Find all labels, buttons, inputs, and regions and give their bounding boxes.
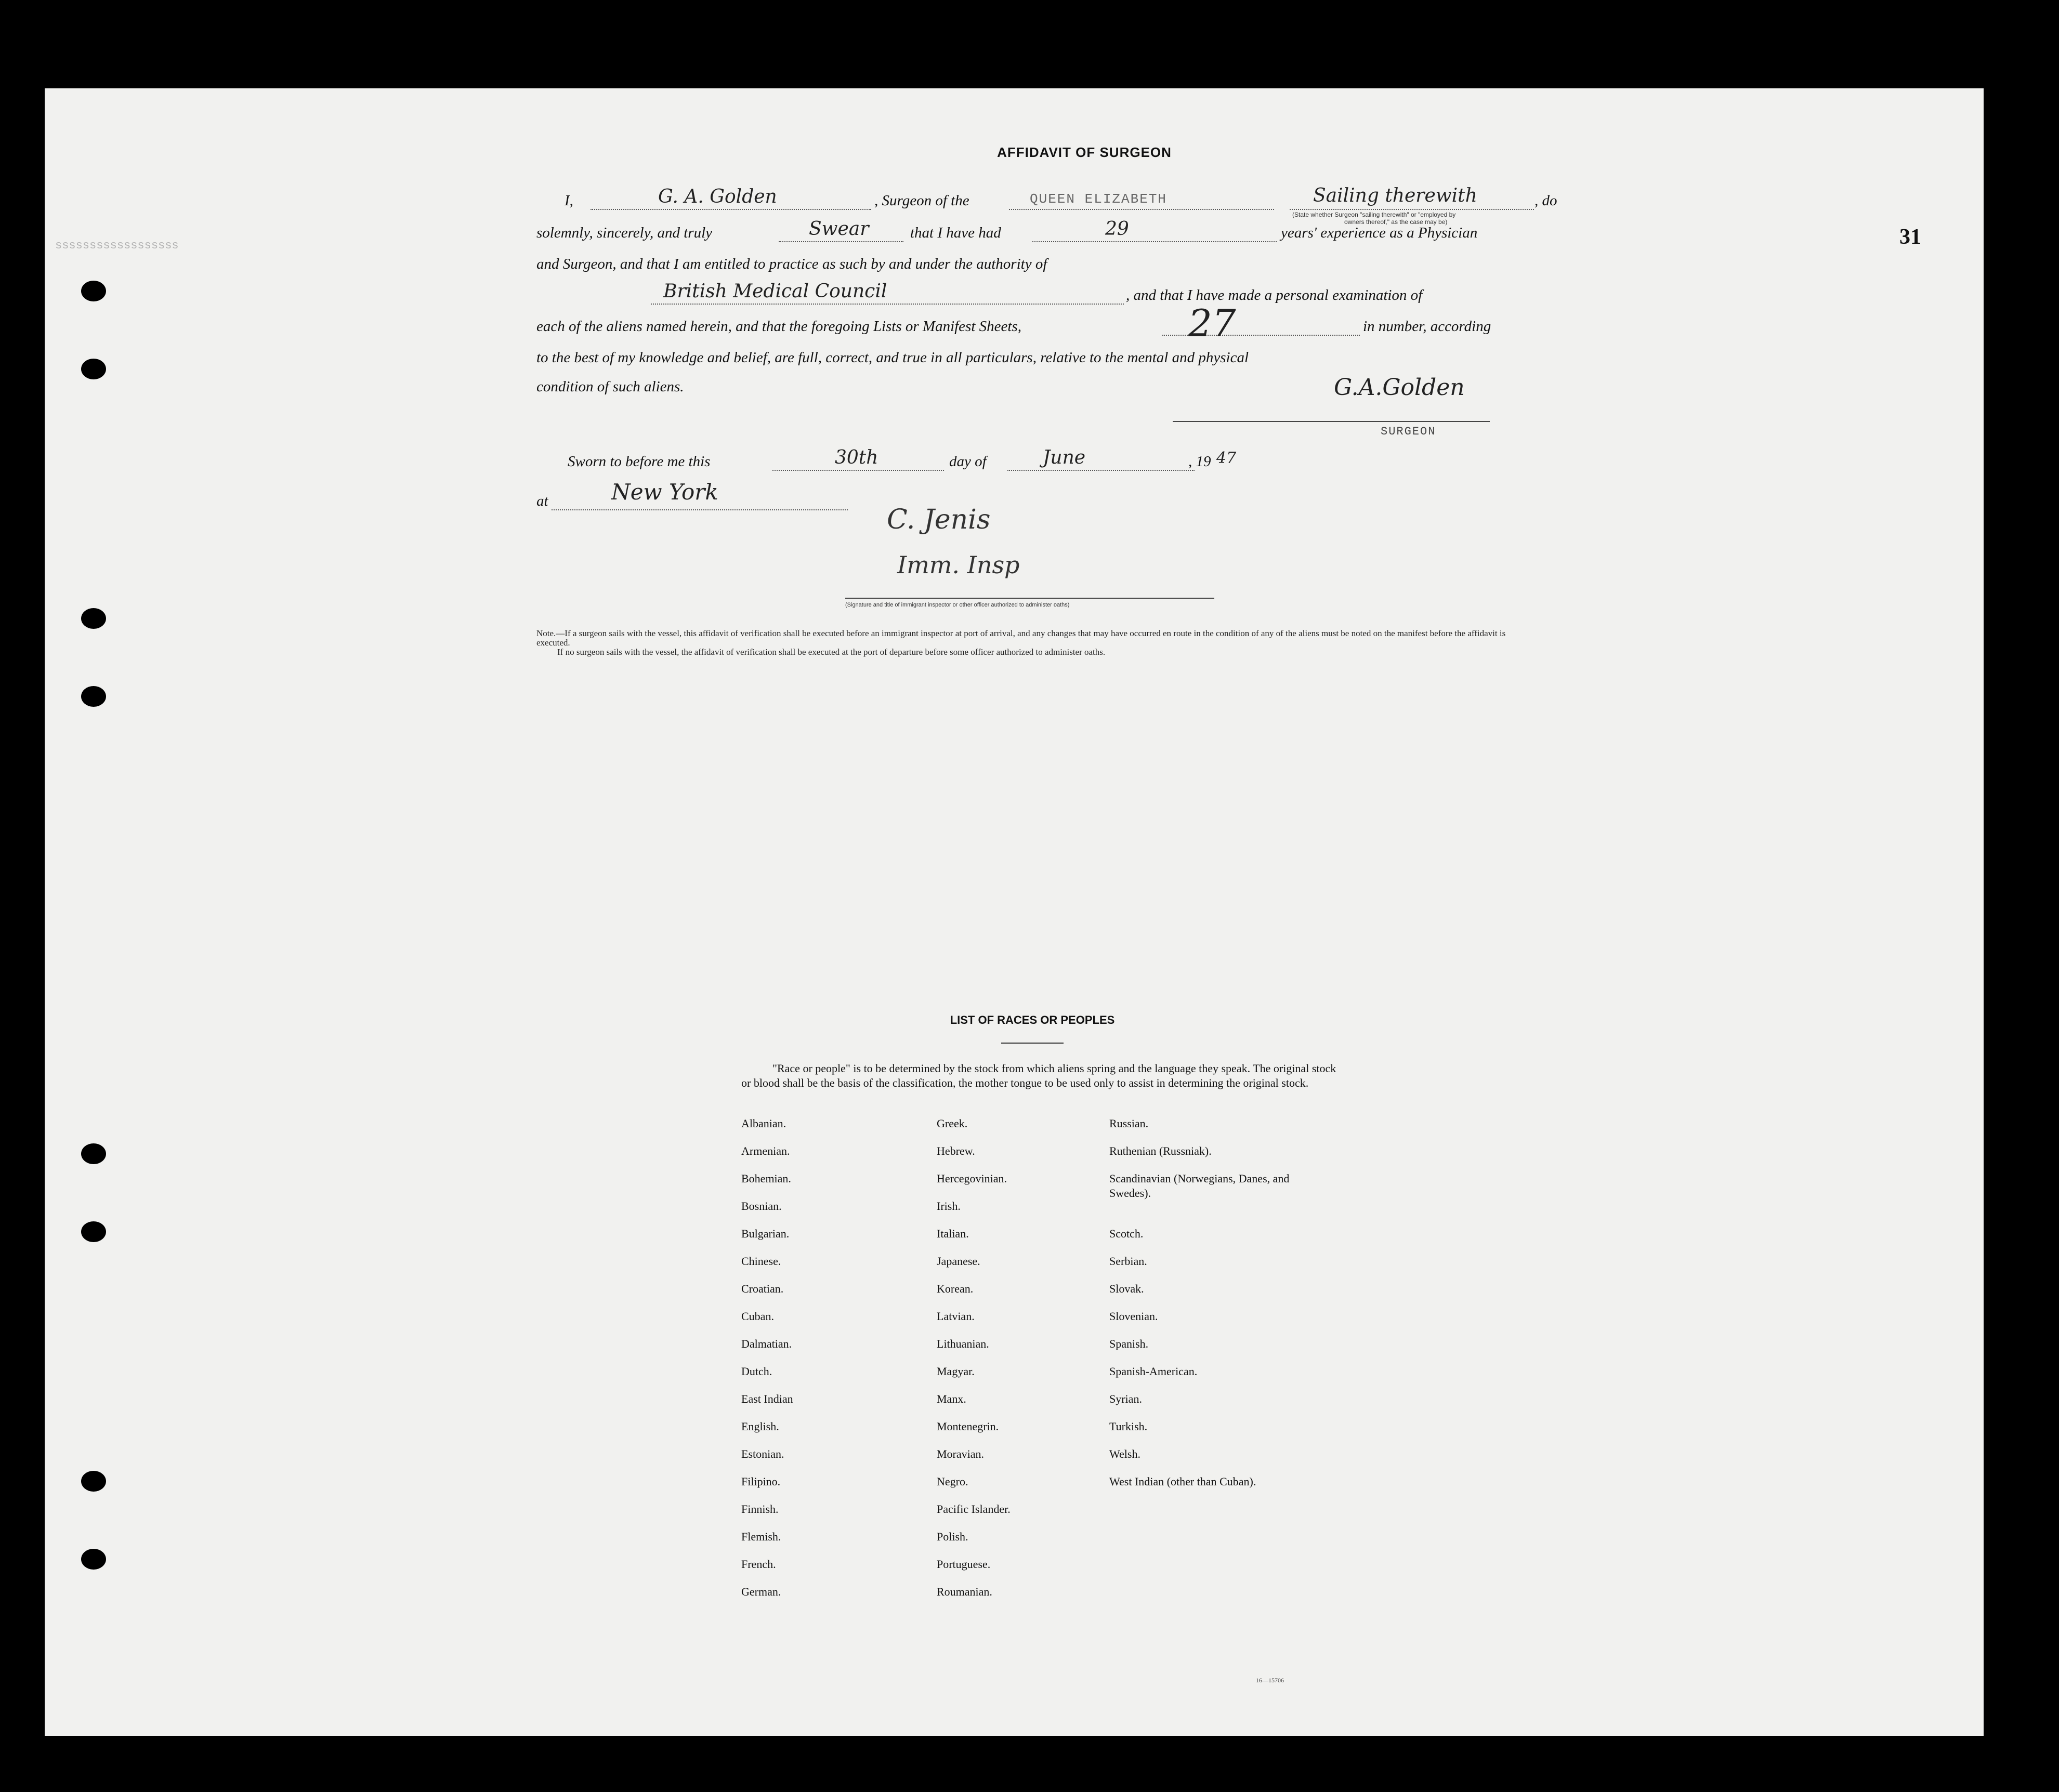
race-item: Dutch. — [741, 1365, 772, 1378]
manifest-sheet — [45, 88, 1984, 1736]
races-column-3 — [1109, 1116, 1307, 1502]
year-suffix: 47 — [1216, 449, 1237, 467]
race-item: Portuguese. — [937, 1558, 991, 1571]
race-item: Irish. — [937, 1200, 961, 1213]
label-condition: condition of such aliens. — [536, 378, 684, 395]
affidavit-note — [536, 629, 1540, 657]
race-item: English. — [741, 1420, 779, 1433]
race-item: Negro. — [937, 1475, 968, 1488]
race-item: Greek. — [937, 1117, 968, 1130]
race-item: Armenian. — [741, 1144, 790, 1157]
race-item: Filipino. — [741, 1475, 781, 1488]
race-item: Pacific Islander. — [937, 1503, 1011, 1516]
race-item: Estonian. — [741, 1447, 784, 1460]
race-item: Lithuanian. — [937, 1337, 989, 1350]
label-day-of: day of — [949, 453, 987, 470]
race-item: Latvian. — [937, 1310, 975, 1323]
note-paragraph-2: If no surgeon sails with the vessel, the affidavit of verification shall be executed at the port of departure before some officer authorized to administer oaths. — [557, 647, 1106, 657]
race-item: Scotch. — [1109, 1227, 1144, 1240]
race-item: Spanish-American. — [1109, 1365, 1198, 1378]
label-at: at — [536, 493, 548, 509]
race-item: Flemish. — [741, 1530, 781, 1543]
race-item: Spanish. — [1109, 1337, 1149, 1350]
race-item: Moravian. — [937, 1447, 985, 1460]
race-item: Polish. — [937, 1530, 968, 1543]
race-item: Bosnian. — [741, 1200, 782, 1213]
race-item: Russian. — [1109, 1117, 1149, 1130]
race-item: Albanian. — [741, 1117, 786, 1130]
punch-hole — [81, 1471, 106, 1492]
surgeon-label: SURGEON — [1381, 425, 1436, 438]
label-i: I, — [565, 192, 573, 209]
race-item: German. — [741, 1585, 781, 1598]
inspector-signature-line — [845, 598, 1214, 599]
label-that-i-have-had: that I have had — [910, 225, 1001, 241]
day-value: 30th — [835, 447, 878, 468]
label-do: , do — [1535, 192, 1557, 209]
punch-hole — [81, 1143, 106, 1164]
page-number: 31 — [1899, 225, 1921, 249]
place-value: New York — [611, 479, 718, 505]
race-item: Chinese. — [741, 1255, 781, 1268]
race-item: Syrian. — [1109, 1392, 1142, 1405]
race-item: Magyar. — [937, 1365, 975, 1378]
sheets-count: 27 — [1188, 301, 1236, 345]
race-item: Montenegrin. — [937, 1420, 999, 1433]
label-surgeon-of: , Surgeon of the — [874, 192, 969, 209]
race-item: Scandinavian (Norwegians, Danes, and Swedes). — [1109, 1172, 1290, 1200]
ship-name-stamp: QUEEN ELIZABETH — [1030, 191, 1168, 207]
label-in-number: in number, according — [1363, 318, 1491, 335]
race-item: Manx. — [937, 1392, 966, 1405]
race-item: Roumanian. — [937, 1585, 992, 1598]
race-item: Welsh. — [1109, 1447, 1140, 1460]
signature-line — [1173, 421, 1490, 422]
inspector-caption: (Signature and title of immigrant inspector or other officer authorized to administer oaths) — [845, 602, 1070, 608]
race-item: Ruthenian (Russniak). — [1109, 1144, 1212, 1157]
race-item: Korean. — [937, 1282, 974, 1295]
race-item: West Indian (other than Cuban). — [1109, 1475, 1256, 1488]
punch-hole — [81, 608, 106, 629]
races-column-1 — [741, 1116, 928, 1612]
affidavit-title: AFFIDAVIT OF SURGEON — [997, 144, 1172, 160]
label-year-prefix: , 19 — [1188, 453, 1211, 470]
race-item: Bulgarian. — [741, 1227, 790, 1240]
label-knowledge: to the best of my knowledge and belief, are full, correct, and true in all particulars, relative to the mental and physical — [536, 349, 1249, 366]
years-field — [1032, 220, 1277, 242]
punch-hole — [81, 281, 106, 301]
punch-hole — [81, 1549, 106, 1570]
race-item: Bohemian. — [741, 1172, 791, 1185]
race-item: Japanese. — [937, 1255, 980, 1268]
punch-hole — [81, 359, 106, 379]
race-item: French. — [741, 1558, 776, 1571]
surgeon-name: G. A. Golden — [658, 186, 777, 207]
authority-value: British Medical Council — [663, 281, 887, 302]
races-column-2 — [937, 1116, 1134, 1612]
note-paragraph-1: Note.—If a surgeon sails with the vessel, this affidavit of verification shall be executed before an immigrant inspector at port of arrival, and any changes that may have occurred en route in the condition of any of the aliens must be noted on the manifest before the affidavit is executed. — [536, 628, 1506, 648]
surgeon-signature: G.A.Golden — [1334, 374, 1465, 401]
label-years-experience: years' experience as a Physician — [1281, 225, 1478, 241]
race-item: Dalmatian. — [741, 1337, 792, 1350]
race-item: Hercegovinian. — [937, 1172, 1007, 1185]
punch-hole — [81, 1221, 106, 1242]
month-field — [1007, 449, 1195, 471]
label-solemnly: solemnly, sincerely, and truly — [536, 225, 713, 241]
sailing-note-2: owners thereof," as the case may be) — [1344, 218, 1448, 226]
race-item: Italian. — [937, 1227, 969, 1240]
label-examination: , and that I have made a personal examination of — [1126, 287, 1423, 304]
race-item: Finnish. — [741, 1503, 779, 1516]
form-number: 16—15706 — [1256, 1677, 1284, 1684]
race-item: Serbian. — [1109, 1255, 1147, 1268]
punch-hole — [81, 686, 106, 707]
label-authority: and Surgeon, and that I am entitled to practice as such by and under the authority of — [536, 256, 1047, 272]
race-item: Cuban. — [741, 1310, 774, 1323]
race-item: Hebrew. — [937, 1144, 975, 1157]
race-item: Slovak. — [1109, 1282, 1144, 1295]
races-title: LIST OF RACES OR PEOPLES — [950, 1013, 1115, 1026]
races-intro: "Race or people" is to be determined by the stock from which aliens spring and the language they speak. The original stock or blood shall be the basis of the classification, the mother tongue to be used only to assist in determining the original stock. — [741, 1062, 1336, 1089]
month-value: June — [1043, 447, 1086, 468]
bleed-through-text: ssssssssssssssssss — [55, 239, 179, 252]
races-title-rule — [1001, 1043, 1064, 1044]
label-manifest-sheets: each of the aliens named herein, and that the foregoing Lists or Manifest Sheets, — [536, 318, 1021, 335]
race-item: Turkish. — [1109, 1420, 1148, 1433]
years-value: 29 — [1105, 218, 1129, 240]
sailing-note-1: (State whether Surgeon "sailing therewith" or "employed by — [1292, 211, 1456, 218]
inspector-signature: C. Jenis — [887, 504, 991, 535]
race-item: Croatian. — [741, 1282, 784, 1295]
oath-word: Swear — [809, 218, 869, 240]
inspector-title: Imm. Insp — [897, 551, 1020, 579]
sailing-status: Sailing therewith — [1313, 185, 1477, 206]
race-item: Slovenian. — [1109, 1310, 1158, 1323]
label-sworn: Sworn to before me this — [568, 453, 711, 470]
race-item: East Indian — [741, 1392, 793, 1405]
